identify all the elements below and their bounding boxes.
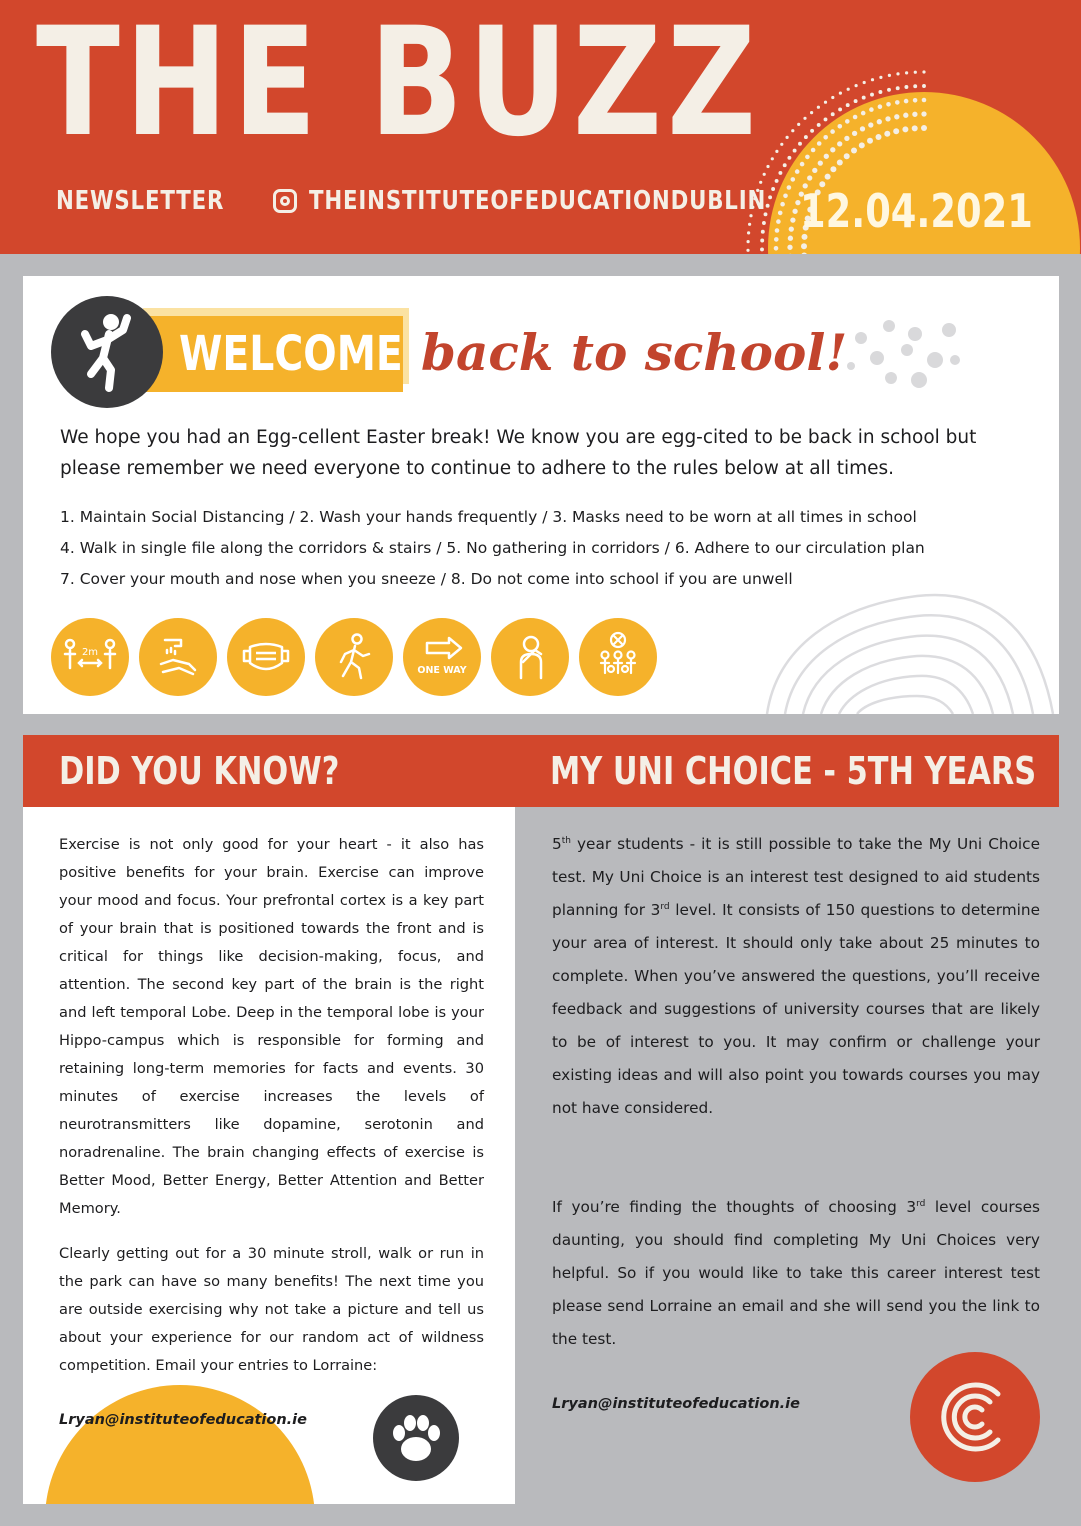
no-gathering-icon <box>579 618 657 696</box>
back-to-school-heading: back to school! <box>421 323 848 382</box>
issue-date: 12.04.2021 <box>800 184 1033 238</box>
newsletter-header <box>0 0 1081 254</box>
rules-line-1: 1. Maintain Social Distancing / 2. Wash your hands frequently / 3. Masks need to be worn at all times in school <box>60 508 917 526</box>
uni-choice-paragraph-2: If you’re finding the thoughts of choosing 3rd level courses daunting, you should find completing My Uni Choices very helpful. So if you would like to take this career interest test please send Lorraine an email and she will send you the link to the test. <box>552 1198 1040 1348</box>
grey-dots-decoration <box>843 316 963 396</box>
walking-person-icon <box>315 618 393 696</box>
instagram-handle: THEINSTITUTEOFEDUCATIONDUBLIN <box>309 186 767 216</box>
newsletter-subline <box>56 184 867 218</box>
welcome-heading: WELCOME <box>179 326 403 382</box>
social-distance-icon <box>51 618 129 696</box>
did-you-know-title: DID YOU KNOW? <box>59 749 340 793</box>
uni-choice-paragraph-1: 5th year students - it is still possible to take the My Uni Choice test. My Uni Choice is an interest test designed to aid students planning for 3rd level. It consists of 150 questions to determine your area of interest. It should only take about 25 minutes to complete. When you’ve answered the questions, you’ll receive feedback and suggestions of university courses that are likely to be of interest to you. It may confirm or challenge your existing ideas and will also point you towards courses you may not have considered. <box>552 835 1040 1117</box>
did-you-know-paragraph-1: Exercise is not only good for your heart - it also has positive benefits for your brain. Exercise can improve your mood and focus. Your prefrontal cortex is a key part of your brain that is positioned towards the front and is critical for things like decision-making, focus, and attention. The second key part of the brain is the right and left temporal Lobe. Deep in the temporal lobe is your Hippo-campus which is responsible for forming and retaining long-term memories for facts and events. 30 minutes of exercise increases the levels of neurotransmitters like dopamine, serotonin and noradrenaline. The brain changing effects of exercise is Better Mood, Better Energy, Better Attention and Better Memory. <box>59 836 484 1217</box>
contact-email[interactable]: Lryan@instituteofeducation.ie <box>552 1396 800 1412</box>
welcome-intro-text: We hope you had an Egg-cellent Easter break! We know you are egg-cited to be back in school but please remember we need everyone to continue to adhere to the rules below at all times. <box>60 427 977 479</box>
one-way-icon <box>403 618 481 696</box>
one-way-label: ONE WAY <box>417 665 467 676</box>
rules-line-3: 7. Cover your mouth and nose when you sneeze / 8. Do not come into school if you are unwell <box>60 570 793 588</box>
distance-label: 2m <box>81 647 99 658</box>
sneeze-icon <box>491 618 569 696</box>
newsletter-label: NEWSLETTER <box>56 186 225 216</box>
section-banner <box>23 735 1059 807</box>
rules-line-2: 4. Walk in single file along the corridors & stairs / 5. No gathering in corridors / 6. Adhere to our circulation plan <box>60 539 925 557</box>
rule-icons-row <box>51 618 657 696</box>
mask-icon <box>227 618 305 696</box>
did-you-know-paragraph-2: Clearly getting out for a 30 minute stroll, walk or run in the park can have so many benefits! The next time you are outside exercising why not take a picture and tell us about your experience for our random act of wildness competition. Email your entries to Lorraine: <box>59 1245 484 1374</box>
uni-choice-title: MY UNI CHOICE - 5TH YEARS <box>550 749 1037 793</box>
welcome-panel <box>23 276 1059 714</box>
jumping-person-icon <box>51 296 163 408</box>
contact-email[interactable]: Lryan@instituteofeducation.ie <box>59 1412 307 1428</box>
paw-print-icon <box>373 1395 459 1481</box>
contour-rings-decoration <box>747 566 1059 714</box>
instagram-icon <box>273 189 297 213</box>
institute-logo-icon <box>910 1352 1040 1482</box>
newsletter-title: THE BUZZ <box>36 0 762 170</box>
did-you-know-panel <box>23 807 515 1504</box>
hand-wash-icon <box>139 618 217 696</box>
yellow-sun-shape <box>45 1385 315 1504</box>
